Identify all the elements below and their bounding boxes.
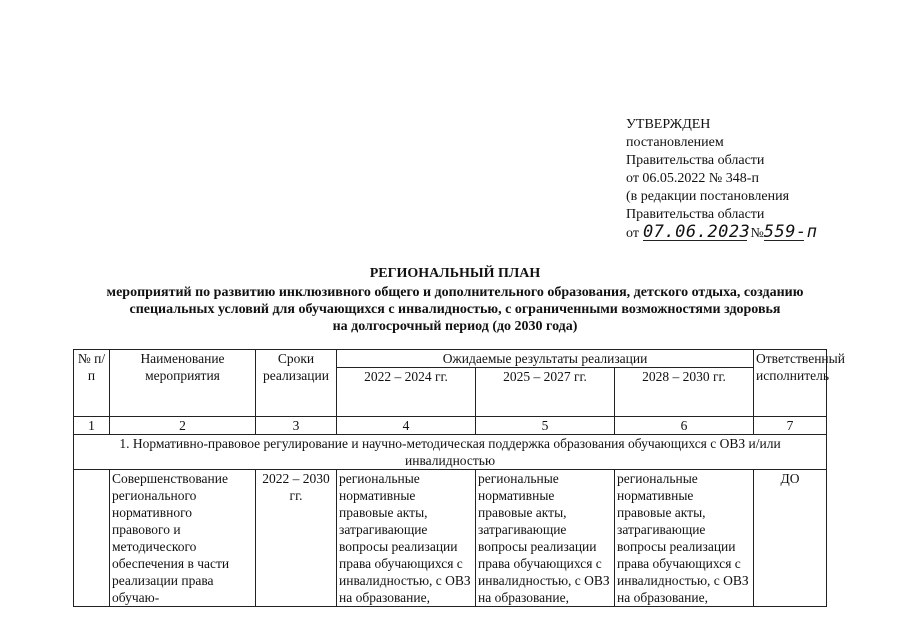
plan-subtitle-line: специальных условий для обучающихся с инвалидностью, с ограниченными возможностями здоровья [129, 302, 781, 317]
column-number: 4 [337, 417, 476, 435]
row-number [74, 470, 110, 607]
approval-line-handwritten [626, 224, 896, 243]
plan-subtitle-line: мероприятий по развитию инклюзивного общего и дополнительного образования, детского отдыха, созданию [106, 285, 804, 300]
row-terms: 2022 – 2030 гг. [256, 470, 337, 607]
approval-line: (в редакции постановления [626, 189, 790, 204]
handwritten-number: 559-п [763, 222, 818, 242]
approval-stamp [626, 116, 896, 243]
row-responsible: ДО [754, 470, 827, 607]
approval-line: Правительства области [626, 153, 765, 168]
header-period-2: 2025 – 2027 гг. [476, 368, 615, 417]
row-result-period-1: региональные нормативные правовые акты, затрагивающие вопросы реализации права обучающихся с инвалидностью, с ОВЗ на образование, [337, 470, 476, 607]
header-responsible: Ответственный исполнитель [754, 350, 827, 417]
header-name: Наименование мероприятия [110, 350, 256, 417]
column-number: 5 [476, 417, 615, 435]
column-number: 1 [74, 417, 110, 435]
approval-line: постановлением [626, 135, 724, 150]
document-title [60, 265, 850, 335]
header-terms: Сроки реализации [256, 350, 337, 417]
column-number-row [74, 417, 827, 435]
section-row [74, 435, 827, 470]
header-number: № п/п [74, 350, 110, 417]
column-number: 7 [754, 417, 827, 435]
row-result-period-2: региональные нормативные правовые акты, затрагивающие вопросы реализации права обучающихся с инвалидностью, с ОВЗ на образование, [476, 470, 615, 607]
plan-heading: РЕГИОНАЛЬНЫЙ ПЛАН [369, 266, 541, 281]
table-header-row [74, 350, 827, 368]
plan-subtitle-line: на долгосрочный период (до 2030 года) [332, 319, 578, 334]
column-number: 6 [615, 417, 754, 435]
plan-table [73, 349, 845, 607]
header-period-1: 2022 – 2024 гг. [337, 368, 476, 417]
section-title: 1. Нормативно-правовое регулирование и научно-методическая поддержка образования обучающихся с ОВЗ и/или инвалидностью [74, 435, 827, 470]
approval-line: от 06.05.2022 № 348-п [626, 171, 759, 186]
approval-line: Правительства области [626, 207, 765, 222]
row-activity-name: Совершенствование регионального нормативного правового и методического обеспечения в части реализации права обучаю- [110, 470, 256, 607]
approval-number-sign: № [750, 226, 764, 241]
column-number: 3 [256, 417, 337, 435]
column-number: 2 [110, 417, 256, 435]
header-expected-results: Ожидаемые результаты реализации [337, 350, 754, 368]
row-result-period-3: региональные нормативные правовые акты, затрагивающие вопросы реализации права обучающихся с инвалидностью, с ОВЗ на образование, [615, 470, 754, 607]
approval-prefix: от [626, 226, 639, 241]
handwritten-date: 07.06.2023 [642, 222, 751, 242]
header-period-3: 2028 – 2030 гг. [615, 368, 754, 417]
table-row [74, 470, 827, 607]
approval-title: УТВЕРЖДЕН [626, 117, 711, 132]
